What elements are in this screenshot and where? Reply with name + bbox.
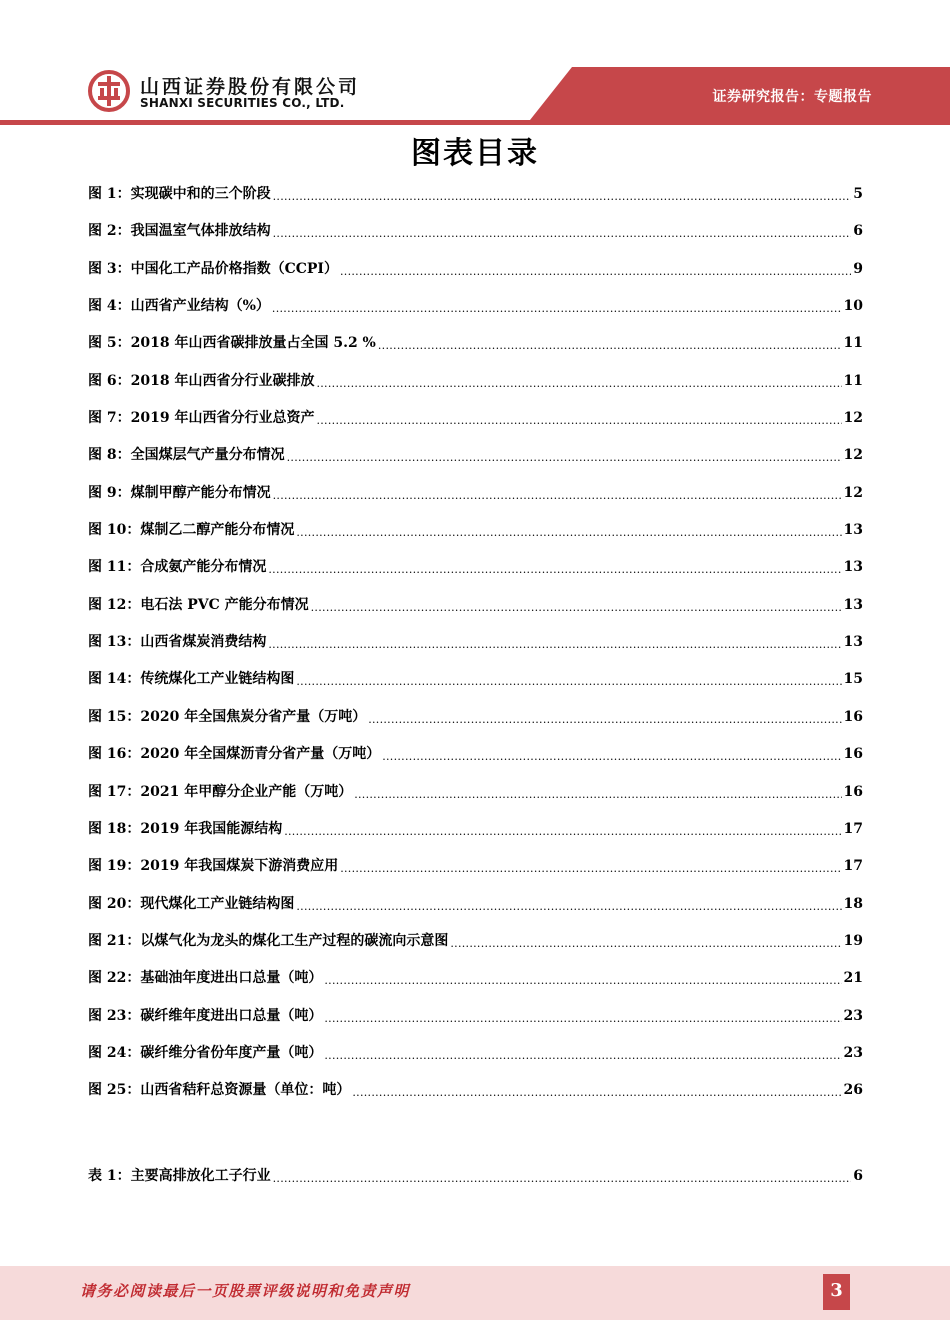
figure-entry-label: 图 16：2020 年全国煤沥青分省产量（万吨） — [88, 746, 381, 763]
figure-entry-label: 图 15：2020 年全国焦炭分省产量（万吨） — [88, 708, 367, 725]
figure-entry-label: 图 11：合成氨产能分布情况 — [88, 559, 267, 576]
figure-entry-page: 12 — [843, 484, 863, 501]
dot-leader — [340, 263, 851, 277]
figure-entry-page: 13 — [843, 522, 863, 539]
table-list — [88, 1165, 863, 1202]
dot-leader — [311, 599, 842, 613]
dot-leader — [340, 860, 841, 874]
dot-leader — [296, 524, 841, 538]
dot-leader — [324, 1010, 841, 1024]
dot-leader — [382, 748, 841, 762]
figure-entry-label: 图 10：煤制乙二醇产能分布情况 — [88, 522, 295, 539]
figure-entry[interactable] — [88, 258, 863, 295]
figure-entry-page: 21 — [843, 970, 863, 987]
disclaimer-note: 请务必阅读最后一页股票评级说明和免责声明 — [80, 1282, 411, 1300]
figure-entry-label: 图 14：传统煤化工产业链结构图 — [88, 671, 295, 688]
figure-entry-label: 图 21：以煤气化为龙头的煤化工生产过程的碳流向示意图 — [88, 932, 449, 949]
figure-entry-label: 图 12：电石法 PVC 产能分布情况 — [88, 596, 309, 613]
report-type: 证券研究报告：专题报告 — [712, 89, 872, 105]
dot-leader — [316, 412, 841, 426]
figure-entry-page: 5 — [853, 186, 863, 202]
company-name-cn: 山西证券股份有限公司 — [140, 76, 361, 98]
dot-leader — [273, 1170, 852, 1184]
figure-entry[interactable] — [88, 855, 863, 892]
figure-entry-label: 图 22：基础油年度进出口总量（吨） — [88, 970, 323, 987]
figure-entry-page: 16 — [843, 746, 863, 763]
dot-leader — [273, 487, 842, 501]
table-entry-page: 6 — [853, 1168, 863, 1184]
figure-entry-page: 13 — [843, 634, 863, 651]
dot-leader — [354, 786, 841, 800]
figure-entry[interactable] — [88, 1005, 863, 1042]
dot-leader — [352, 1084, 841, 1098]
figure-entry-label: 图 17：2021 年甲醇分企业产能（万吨） — [88, 783, 353, 800]
figure-entry[interactable] — [88, 183, 863, 220]
figure-entry[interactable] — [88, 220, 863, 257]
dot-leader — [296, 898, 841, 912]
figure-entry-page: 10 — [843, 298, 863, 315]
figure-entry-page: 13 — [843, 559, 863, 576]
figure-entry[interactable] — [88, 1079, 863, 1116]
figure-entry[interactable] — [88, 295, 863, 332]
figure-entry-page: 6 — [853, 223, 863, 240]
figure-entry[interactable] — [88, 1042, 863, 1079]
figure-entry[interactable] — [88, 818, 863, 855]
figure-entry-label: 图 13：山西省煤炭消费结构 — [88, 634, 267, 651]
figure-entry[interactable] — [88, 893, 863, 930]
figure-entry-label: 图 4：山西省产业结构（%） — [88, 298, 270, 315]
dot-leader — [296, 673, 841, 687]
figure-entry-label: 图 6：2018 年山西省分行业碳排放 — [88, 372, 315, 389]
dot-leader — [316, 375, 841, 389]
figure-entry-page: 23 — [843, 1044, 863, 1061]
figure-entry[interactable] — [88, 631, 863, 668]
figure-entry-label: 图 18：2019 年我国能源结构 — [88, 820, 283, 837]
page-number-badge — [823, 1274, 850, 1310]
figure-entry[interactable] — [88, 594, 863, 631]
figure-entry-page: 26 — [843, 1082, 863, 1099]
figure-entry-label: 图 9：煤制甲醇产能分布情况 — [88, 484, 271, 501]
figure-entry[interactable] — [88, 930, 863, 967]
figure-entry-page: 16 — [843, 783, 863, 800]
figure-entry-page: 17 — [843, 858, 863, 875]
figure-entry-label: 图 3：中国化工产品价格指数（CCPI） — [88, 260, 338, 277]
page-header — [0, 0, 950, 130]
figure-entry-label: 图 20：现代煤化工产业链结构图 — [88, 895, 295, 912]
dot-leader — [287, 449, 842, 463]
figure-entry[interactable] — [88, 407, 863, 444]
figure-entry-page: 19 — [843, 932, 863, 949]
dot-leader — [273, 225, 852, 239]
table-entry[interactable] — [88, 1165, 863, 1202]
dot-leader — [378, 337, 842, 351]
figure-entry[interactable] — [88, 370, 863, 407]
table-entry-label: 表 1：主要高排放化工子行业 — [88, 1168, 271, 1184]
dot-leader — [268, 561, 841, 575]
figure-entry[interactable] — [88, 332, 863, 369]
dot-leader — [324, 1047, 841, 1061]
figure-entry-label: 图 5：2018 年山西省碳排放量占全国 5.2 % — [88, 335, 376, 352]
figure-entry-page: 18 — [843, 895, 863, 912]
page-footer — [0, 1266, 950, 1320]
figure-entry[interactable] — [88, 668, 863, 705]
figure-entry-label: 图 2：我国温室气体排放结构 — [88, 223, 271, 240]
figure-entry[interactable] — [88, 556, 863, 593]
figure-entry-label: 图 8：全国煤层气产量分布情况 — [88, 447, 285, 464]
figure-entry[interactable] — [88, 967, 863, 1004]
figure-entry-label: 图 24：碳纤维分省份年度产量（吨） — [88, 1044, 323, 1061]
figure-entry[interactable] — [88, 519, 863, 556]
dot-leader — [450, 935, 841, 949]
figure-entry[interactable] — [88, 743, 863, 780]
figure-entry-page: 11 — [843, 335, 863, 352]
company-name-en: SHANXI SECURITIES CO., LTD. — [140, 96, 345, 110]
figure-entry-page: 12 — [843, 410, 863, 427]
figure-entry-label: 图 1：实现碳中和的三个阶段 — [88, 186, 271, 202]
figure-entry[interactable] — [88, 444, 863, 481]
company-logo-icon — [88, 70, 130, 112]
dot-leader — [368, 711, 841, 725]
figure-entry-page: 13 — [843, 596, 863, 613]
figure-entry-page: 15 — [843, 671, 863, 688]
figure-entry-page: 11 — [843, 372, 863, 389]
figure-entry-page: 12 — [843, 447, 863, 464]
dot-leader — [268, 636, 841, 650]
figure-entry-label: 图 19：2019 年我国煤炭下游消费应用 — [88, 858, 339, 875]
page-number: 3 — [830, 1280, 843, 1301]
dot-leader — [324, 972, 841, 986]
figure-entry-label: 图 23：碳纤维年度进出口总量（吨） — [88, 1007, 323, 1024]
figure-entry[interactable] — [88, 706, 863, 743]
figure-entry-page: 9 — [853, 260, 863, 277]
header-divider — [0, 120, 950, 125]
figure-entry-label: 图 25：山西省秸秆总资源量（单位：吨） — [88, 1082, 351, 1099]
figure-entry[interactable] — [88, 781, 863, 818]
figure-entry-page: 23 — [843, 1007, 863, 1024]
dot-leader — [272, 300, 842, 314]
figure-entry-page: 17 — [843, 820, 863, 837]
figure-entry-label: 图 7：2019 年山西省分行业总资产 — [88, 410, 315, 427]
figure-entry[interactable] — [88, 482, 863, 519]
dot-leader — [284, 823, 841, 837]
page-title: 图表目录 — [411, 136, 539, 171]
figure-list — [88, 183, 863, 1117]
dot-leader — [273, 188, 852, 202]
figure-entry-page: 16 — [843, 708, 863, 725]
